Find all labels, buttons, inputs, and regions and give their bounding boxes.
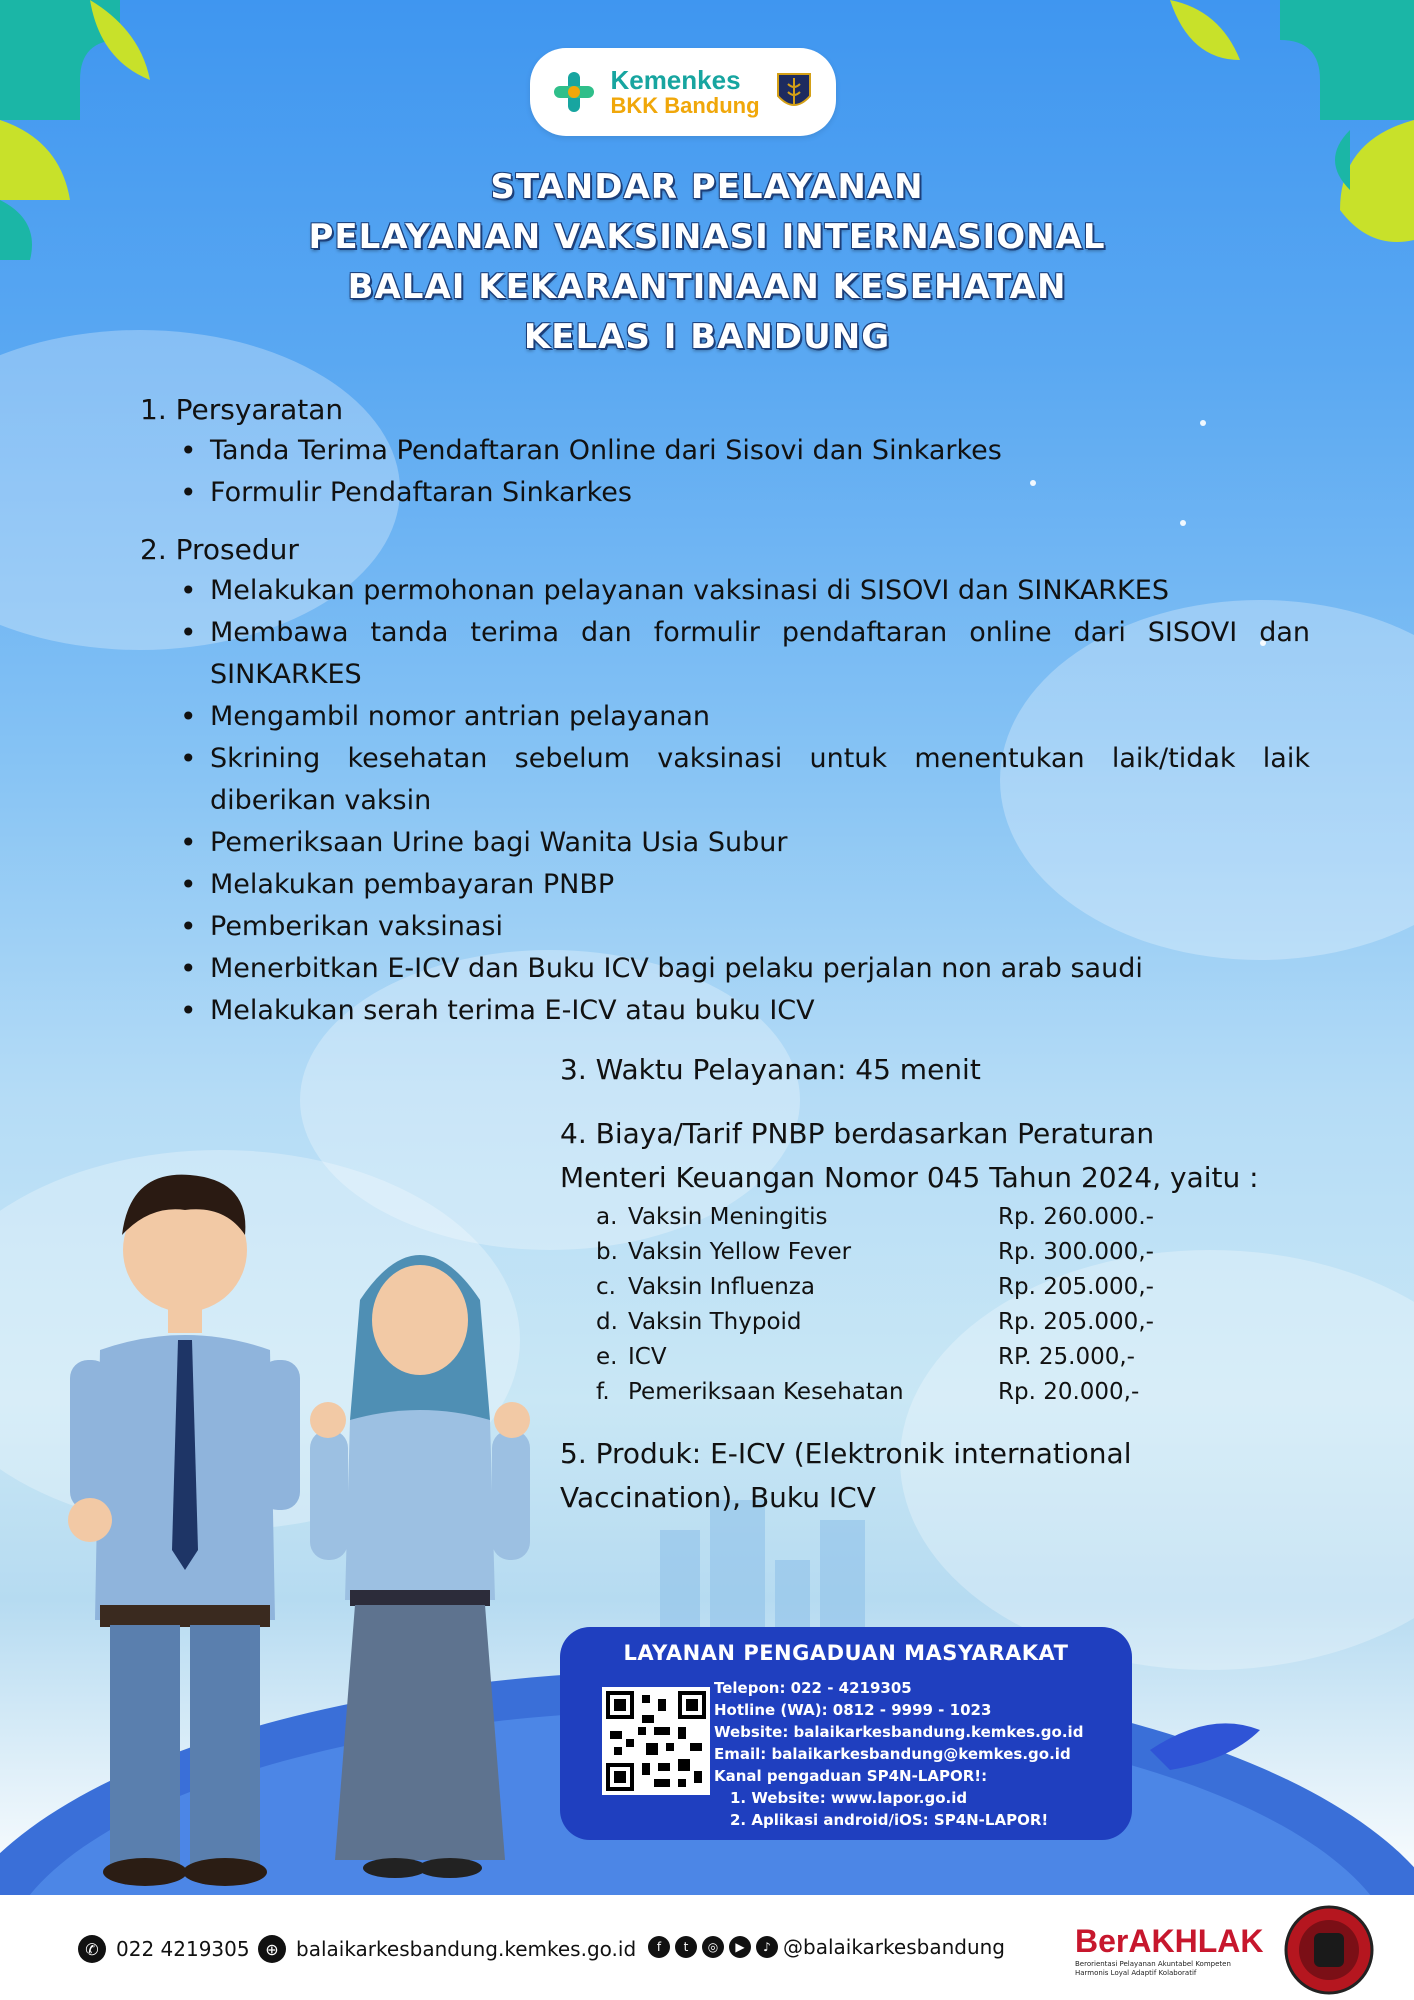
- list-item: • Melakukan serah terima E-ICV atau buku ICV: [210, 990, 1310, 1032]
- footer-phone[interactable]: [78, 1935, 250, 1963]
- complaint-phone: Telepon: 022 - 4219305: [714, 1679, 912, 1697]
- produk-line-2: Vaccination), Buku ICV: [560, 1481, 876, 1514]
- fee-price: Rp. 260.000.-: [998, 1204, 1154, 1230]
- waktu-pelayanan: 3. Waktu Pelayanan: 45 menit: [560, 1053, 981, 1086]
- kemenkes-logo: [530, 48, 836, 136]
- fee-letter: e.: [596, 1344, 618, 1370]
- complaint-title: LAYANAN PENGADUAN MASYARAKAT: [623, 1641, 1069, 1665]
- biaya-heading-2: Menteri Keuangan Nomor 045 Tahun 2024, yaitu :: [560, 1161, 1259, 1194]
- complaint-website[interactable]: Website: balaikarkesbandung.kemkes.go.id: [714, 1723, 1084, 1741]
- youtube-icon[interactable]: ▶: [729, 1936, 751, 1958]
- fee-letter: d.: [596, 1309, 618, 1335]
- table-row: [596, 1200, 1154, 1235]
- fee-name: Vaksin Influenza: [628, 1274, 815, 1300]
- tiktok-icon[interactable]: ♪: [756, 1936, 778, 1958]
- title-line-4: KELAS I BANDUNG: [523, 317, 891, 357]
- berakhlak-logo: [1075, 1923, 1265, 1978]
- footer: [0, 1895, 1414, 2000]
- anti-corruption-seal-icon: [1284, 1905, 1374, 1995]
- section-prosedur-heading: 2. Prosedur: [140, 533, 299, 566]
- list-item: • Tanda Terima Pendaftaran Online dari Sisovi dan Sinkarkes: [210, 430, 1310, 472]
- fee-price: Rp. 300.000,-: [998, 1239, 1154, 1265]
- fee-letter: a.: [596, 1204, 618, 1230]
- footer-website[interactable]: [258, 1935, 636, 1963]
- complaint-channel: Kanal pengaduan SP4N-LAPOR!:: [714, 1767, 988, 1785]
- fee-table: [596, 1200, 1154, 1410]
- list-item: • Membawa tanda terima dan formulir pendaftaran online dari SISOVI dan SINKARKES: [210, 612, 1310, 696]
- fee-price: Rp. 205.000,-: [998, 1274, 1154, 1300]
- complaint-hotline: Hotline (WA): 0812 - 9999 - 1023: [714, 1701, 992, 1719]
- table-row: [596, 1375, 1154, 1410]
- table-row: [596, 1305, 1154, 1340]
- produk-line-1: 5. Produk: E-ICV (Elektronik international: [560, 1437, 1132, 1470]
- table-row: [596, 1235, 1154, 1270]
- footer-social[interactable]: [648, 1935, 1005, 1959]
- complaint-panel: [560, 1627, 1132, 1840]
- section-biaya: [560, 1112, 1330, 1410]
- complaint-email[interactable]: Email: balaikarkesbandung@kemkes.go.id: [714, 1745, 1071, 1763]
- title-line-2: PELAYANAN VAKSINASI INTERNASIONAL: [308, 217, 1106, 257]
- berakhlak-title: BerAKHLAK: [1075, 1923, 1264, 1959]
- complaint-channel-web[interactable]: 1. Website: www.lapor.go.id: [730, 1789, 968, 1807]
- fee-price: Rp. 205.000,-: [998, 1309, 1154, 1335]
- globe-icon: ⊕: [258, 1935, 286, 1963]
- fee-name: Vaksin Thypoid: [628, 1309, 802, 1335]
- footer-social-text: @balaikarkesbandung: [783, 1935, 1005, 1959]
- qr-code-icon: [606, 1691, 706, 1791]
- table-row: [596, 1340, 1154, 1375]
- female-officer-illustration: [300, 1220, 540, 1890]
- list-item: • Mengambil nomor antrian pelayanan: [210, 696, 1310, 738]
- fee-name: Vaksin Meningitis: [628, 1204, 828, 1230]
- persyaratan-list: [140, 430, 1310, 514]
- fee-letter: b.: [596, 1239, 618, 1265]
- page-title: [0, 162, 1414, 362]
- fee-price: Rp. 20.000,-: [998, 1379, 1140, 1405]
- prosedur-list: [140, 570, 1310, 1032]
- complaint-info: [714, 1677, 1083, 1831]
- instagram-icon[interactable]: ◎: [702, 1936, 724, 1958]
- fee-price: RP. 25.000,-: [998, 1344, 1135, 1370]
- title-line-1: STANDAR PELAYANAN: [490, 167, 924, 207]
- twitter-icon[interactable]: t: [675, 1936, 697, 1958]
- footer-phone-text: 022 4219305: [116, 1937, 250, 1961]
- fee-name: ICV: [628, 1344, 667, 1370]
- qr-code[interactable]: [602, 1687, 710, 1795]
- fee-letter: f.: [596, 1379, 610, 1405]
- complaint-channel-app: 2. Aplikasi android/iOS: SP4N-LAPOR!: [730, 1811, 1049, 1829]
- logo-text-bkk: BKK Bandung: [610, 93, 760, 118]
- biaya-heading-1: 4. Biaya/Tarif PNBP berdasarkan Peraturan: [560, 1117, 1155, 1150]
- male-officer-illustration: [60, 1150, 310, 1900]
- title-line-3: BALAI KEKARANTINAAN KESEHATAN: [347, 267, 1067, 307]
- list-item: • Melakukan permohonan pelayanan vaksinasi di SISOVI dan SINKARKES: [210, 570, 1310, 612]
- list-item: • Pemeriksaan Urine bagi Wanita Usia Subur: [210, 822, 1310, 864]
- facebook-icon[interactable]: f: [648, 1936, 670, 1958]
- list-item: • Skrining kesehatan sebelum vaksinasi untuk menentukan laik/tidak laik diberikan vaksin: [210, 738, 1310, 822]
- list-item: • Menerbitkan E-ICV dan Buku ICV bagi pelaku perjalan non arab saudi: [210, 948, 1310, 990]
- table-row: [596, 1270, 1154, 1305]
- section-produk: [560, 1432, 1330, 1520]
- fee-name: Pemeriksaan Kesehatan: [628, 1379, 904, 1405]
- section-persyaratan-heading: 1. Persyaratan: [140, 393, 344, 426]
- emblem-icon: [774, 70, 814, 114]
- fee-name: Vaksin Yellow Fever: [628, 1239, 852, 1265]
- section-waktu: [560, 1048, 1330, 1092]
- list-item: • Pemberikan vaksinasi: [210, 906, 1310, 948]
- footer-website-text: balaikarkesbandung.kemkes.go.id: [296, 1937, 637, 1961]
- phone-icon: ✆: [78, 1935, 106, 1963]
- main-content: [140, 390, 1310, 1032]
- list-item: • Melakukan pembayaran PNBP: [210, 864, 1310, 906]
- fee-letter: c.: [596, 1274, 616, 1300]
- logo-text-kemenkes: Kemenkes: [610, 65, 741, 95]
- cross-logo-icon: [552, 70, 596, 114]
- list-item: • Formulir Pendaftaran Sinkarkes: [210, 472, 1310, 514]
- berakhlak-subtitle: Berorientasi Pelayanan Akuntabel Kompeten Harmonis Loyal Adaptif Kolaboratif: [1075, 1960, 1231, 1977]
